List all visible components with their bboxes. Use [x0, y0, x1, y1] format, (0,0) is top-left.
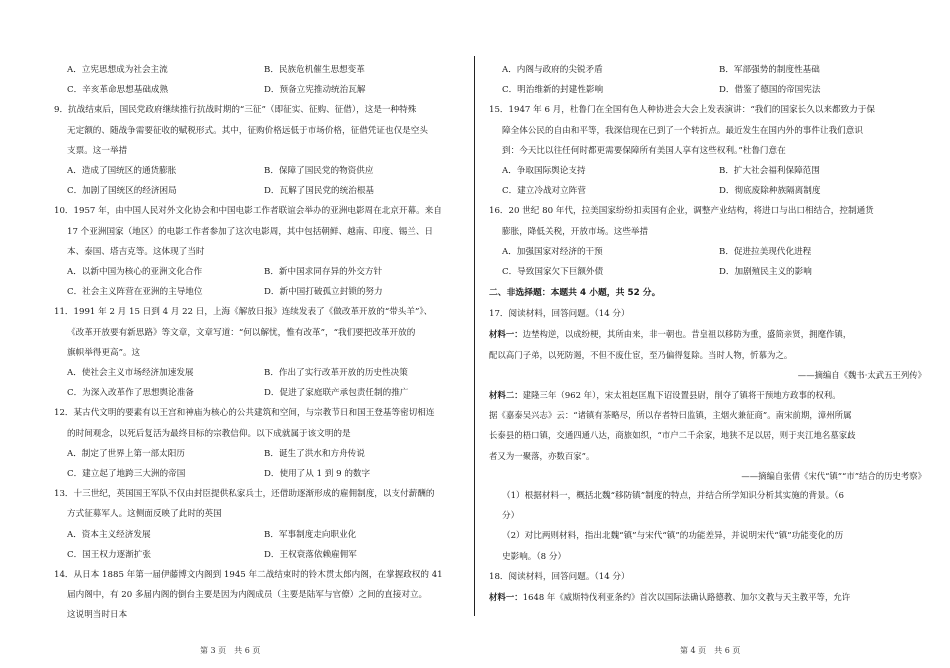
question-stem: 16．20 世纪 80 年代，拉美国家纷纷扣卖国有企业，调整产业结构，将进口与出口相结合，控制通货: [489, 206, 874, 217]
question-text: （2）对比两则材料，指出北魏“镇”与宋代“镇”的功能差异，并说明宋代“镇”功能变化的历: [502, 531, 844, 542]
question-stem: 17．阅读材料，回答问题。（14 分）: [489, 309, 630, 320]
question-text: 无定额的、随战争需要征收的赋税形式。其中，征购价格远低于市场价格，征借凭证也仅是空头: [67, 125, 428, 136]
question-text: 的时间观念，以死后复活为最终目标的宗教信仰。以下成就属于该文明的是: [67, 428, 351, 439]
question-text: 旗帜举得更高”。这: [67, 347, 141, 358]
option-text: B．保障了国民党的物资供应: [264, 166, 374, 177]
answer-options: [489, 60, 936, 80]
material-body: 1648 年《威斯特伐利亚条约》首次以国际法确认路德教、加尔文教与天主教平等，允许: [522, 592, 851, 603]
option-text: B．促进拉美现代化进程: [719, 246, 812, 257]
option-text: D．加剧殖民主义的影响: [719, 267, 812, 278]
question-text: 这说明当时日本: [67, 610, 128, 621]
answer-options: [54, 282, 461, 302]
option-text: D．促进了家庭联产承包责任制的推广: [264, 388, 409, 399]
option-text: C．加剧了国统区的经济困局: [67, 186, 177, 197]
option-text: D．使用了从 1 到 9 的数字: [264, 469, 371, 480]
question-text: （1）根据材料一，概括北魏“移防镇”制度的特点，并结合所学知识分析其实施的背景。（6: [502, 491, 844, 502]
material-heading: 材料一：: [489, 592, 523, 603]
option-text: B．军事制度走向职业化: [264, 529, 357, 540]
option-text: A．立宪思想成为社会主流: [67, 65, 168, 75]
option-text: C．导致国家欠下巨额外债: [502, 267, 604, 278]
material-body: 边埜构逆，以成纷梗，其所由来，非一朝也。昔皇祖以移防为重，盛简亲贤，拥麾作镇，: [522, 329, 852, 340]
question-text: 到：今天比以往任何时都更需要保障所有美国人享有这些权利。”杜鲁门意在: [502, 145, 786, 156]
answer-options: [489, 80, 936, 100]
material-text: [489, 425, 936, 445]
question-stem: 12．某古代文明的要素有以王宫和神庙为核心的公共建筑和空间，与宗教节日和国王登基等密切相连: [54, 408, 435, 419]
option-text: A．以新中国为核心的亚洲文化合作: [67, 267, 203, 278]
question-text: 方式征募军人。这侧面反映了此时的英国: [67, 509, 222, 520]
option-text: B．扩大社会福利保障范围: [719, 166, 820, 177]
material-body: 据《嘉泰吴兴志》云：“诸镇有茶略尽，所以存者特曰监镇，主烟火兼征商”。南宋前期，漳州所属: [489, 410, 852, 421]
answer-options: [54, 464, 461, 484]
right-page: [475, 0, 950, 668]
question-stem: 13．十三世纪，英国国王军队不仅由封臣提供私家兵士，还借助逐渐形成的雇佣制度，以支付薪酬的: [54, 489, 435, 500]
option-text: B．民族危机催生思想变革: [264, 65, 365, 75]
option-text: C．为深入改革作了思想舆论准备: [67, 388, 194, 399]
material-text: [489, 405, 936, 425]
material-body: 者又为一聚落，亦数百家”。: [489, 450, 595, 461]
answer-options: [54, 80, 461, 100]
option-text: C．明治维新的封建性影响: [502, 85, 604, 96]
question-stem: 10．1957 年，由中国人民对外文化协会和中国电影工作者联谊会举办的亚洲电影周在北京开幕。来自: [54, 206, 442, 217]
answer-options: [54, 262, 461, 282]
option-text: C．建立起了地跨三大洲的帝国: [67, 469, 186, 480]
question-text: 分）: [502, 511, 520, 522]
option-text: D．预备立宪推动统治瓦解: [264, 85, 366, 96]
section-heading: 二、非选择题：本题共 4 小题，共 52 分。: [489, 288, 661, 299]
question-stem: 18．阅读材料，回答问题。（14 分）: [489, 571, 630, 582]
question-text: 《改革开放要有新思路》等文章，文章写道：“何以解忧，惟有改革”，“我们要把改革开放的: [67, 327, 416, 338]
material-heading: 材料二：: [489, 390, 523, 401]
answer-options: [54, 161, 461, 181]
question-text: 本、泰国、塔吉克等。这体现了当时: [67, 246, 205, 257]
question-text: 膨胀，降低关税，开放市场。这些举措: [502, 226, 649, 237]
answer-options: [54, 363, 461, 383]
option-text: C．国王权力逐渐扩张: [67, 549, 151, 560]
material-text: [489, 385, 936, 405]
answer-options: [489, 242, 936, 262]
material-text: [489, 345, 936, 365]
question-stem: 14．从日本 1885 年第一届伊藤博文内阁到 1945 年二战结束时的铃木贯太郎内阁，在掌握政权的 41: [54, 570, 443, 581]
question-stem: 15．1947 年 6 月，杜鲁门在全国有色人种协进会大会上发表演讲：“我们的国家长久以来都致力于保: [489, 105, 876, 116]
question-text: 支票。这一举措: [67, 145, 128, 156]
left-page-number: 第 3 页 共 6 页: [200, 646, 261, 655]
option-text: A．争取国际舆论支持: [502, 166, 586, 177]
option-text: D．新中国打破孤立封锁的努力: [264, 287, 383, 298]
material-body: 配以高门子弟，以死防遏，不但不废仕宦，至乃偏得复除。当时人物，忻慕为之。: [489, 349, 793, 360]
option-text: B．军部强势的制度性基础: [719, 65, 820, 75]
question-stem: 9．抗战结束后，国民党政府继续推行抗战时期的“三征”（即征实、征购、征借），这是一种特殊: [54, 105, 417, 116]
option-text: A．加强国家对经济的干预: [502, 246, 603, 257]
question-stem: 11．1991 年 2 月 15 日到 4 月 22 日，上海《解放日报》连续发表了《做改革开放的“带头羊”》、: [54, 307, 433, 318]
answer-options: [54, 444, 461, 464]
option-text: D．瓦解了国民党的统治根基: [264, 186, 375, 197]
question-text: 17 个亚洲国家（地区）的电影工作者参加了这次电影周，其中包括朝鲜、越南、印度、锡兰、日: [67, 226, 434, 237]
question-text: 史影响。（8 分）: [502, 551, 567, 562]
question-text: 障全体公民的自由和平等，我深信现在已到了一个转折点。最近发生在国内外的事件让我们意识: [502, 125, 863, 136]
material-heading: 材料一：: [489, 329, 523, 340]
option-text: D．彻底废除种族隔离制度: [719, 186, 821, 197]
answer-options: [489, 161, 936, 181]
option-text: D．借鉴了德国的帝国宪法: [719, 85, 821, 96]
option-text: D．王权衰落依赖雇佣军: [264, 549, 357, 560]
material-text: [489, 587, 936, 607]
right-page-number: 第 4 页 共 6 页: [680, 646, 741, 655]
material-body: 建隆三年（962 年），宋太祖赵匡胤下诏设置县尉，削夺了镇将干预地方政事的权利。: [522, 390, 841, 401]
answer-options: [54, 545, 461, 565]
answer-options: [54, 60, 461, 80]
option-text: B．诞生了洪水和方舟传说: [264, 448, 365, 459]
option-text: A．使社会主义市场经济加速发展: [67, 368, 194, 379]
option-text: A．内阁与政府的尖锐矛盾: [502, 65, 603, 75]
option-text: C．社会主义阵营在亚洲的主导地位: [67, 287, 203, 298]
material-text: [489, 446, 936, 466]
answer-options: [54, 383, 461, 403]
option-text: A．资本主义经济发展: [67, 529, 151, 540]
answer-options: [54, 525, 461, 545]
option-text: A．造成了国统区的通货膨胀: [67, 166, 177, 177]
option-text: B．新中国求同存异的外交方针: [264, 267, 383, 278]
question-text: 届内阁中，有 20 多届内阁的倒台主要是因为内阁成员（主要是陆军与官僚）之间的直接对立。: [67, 590, 428, 601]
answer-options: [54, 181, 461, 201]
option-text: C．建立冷战对立阵营: [502, 186, 586, 197]
source-citation: ——摘编自张倩《宋代“镇”“市”结合的历史考察》: [741, 470, 926, 481]
material-text: [489, 324, 936, 344]
option-text: C．辛亥革命思想基础成熟: [67, 85, 169, 96]
source-citation: ——摘编自《魏书·太武五王列传》: [797, 369, 926, 380]
option-text: A．制定了世界上第一部太阳历: [67, 448, 185, 459]
answer-options: [489, 262, 936, 282]
answer-options: [489, 181, 936, 201]
material-body: 长泰县的梧口镇，交通四通八达，商旅如织，“市户二千余家，地狭不足以居，则于夹江地名墓家歧: [489, 430, 856, 441]
option-text: B．作出了实行改革开放的历史性决策: [264, 368, 408, 379]
